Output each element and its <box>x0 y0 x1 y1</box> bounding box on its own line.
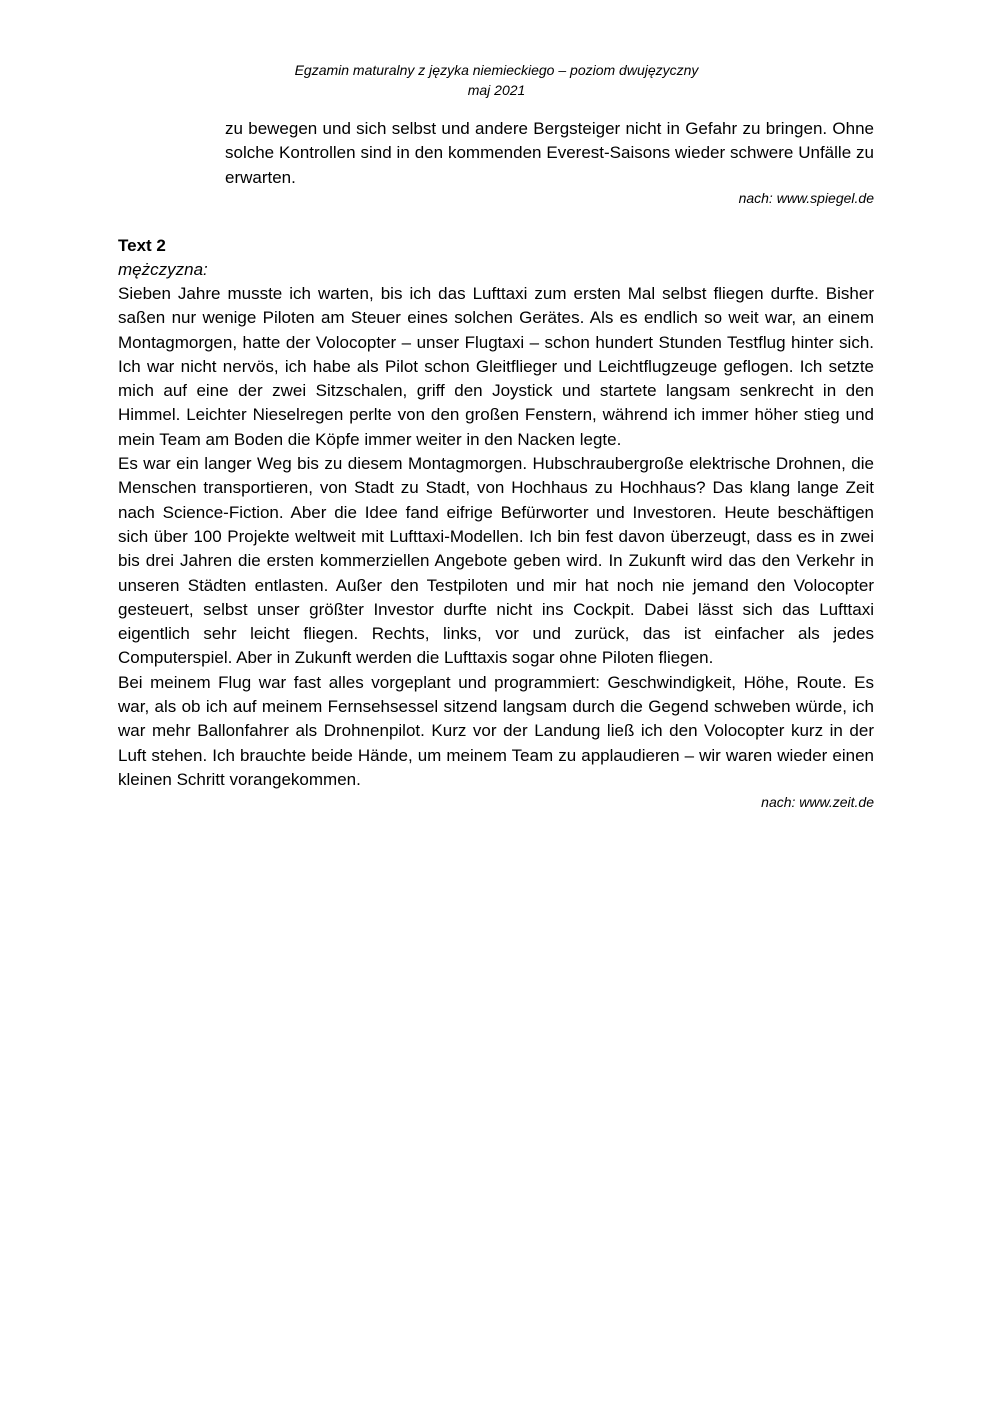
text2-section <box>118 234 874 812</box>
exam-title: Egzamin maturalny z języka niemieckiego – poziom dwujęzyczny <box>294 62 699 78</box>
text2-paragraph: Bei meinem Flug war fast alles vorgeplant und programmiert: Geschwindigkeit, Höhe, Route. Es war, als ob ich auf meinem Fernsehsessel sitzend langsam durch die Gegend schweben würde, ich war mehr Ballonfahrer als Drohnenpilot. Kurz vor der Landung ließ ich den Volocopter kurz in der Luft stehen. Ich brauchte beide Hände, um meinem Team zu applaudieren – wir waren wieder einen kleinen Schritt vorangekommen. <box>118 672 874 789</box>
text1-source: nach: www.spiegel.de <box>738 190 874 206</box>
text1-source-block <box>225 188 874 208</box>
text2-paragraph: Sieben Jahre musste ich warten, bis ich das Lufttaxi zum ersten Mal selbst fliegen durfte. Bisher saßen nur wenige Piloten am Steuer eines solchen Gerätes. Als es endlich so weit war, an einem Montagmorgen, hatte der Volocopter – unser Flugtaxi – schon hundert Stunden Testflug hinter sich. Ich war nicht nervös, ich habe als Pilot schon Gleitflieger und Leichtflugzeuge geflogen. Ich setzte mich auf eine der zwei Sitzschalen, griff den Joystick und startete langsam senkrecht in den Himmel. Leichter Nieselregen perlte von den großen Fenstern, während ich immer höher stieg und mein Team am Boden die Köpfe immer weiter in den Nacken legte. <box>118 284 874 449</box>
text2-source: nach: www.zeit.de <box>761 794 874 811</box>
page-header <box>0 60 993 100</box>
speaker-label: mężczyzna: <box>118 260 208 279</box>
text2-title: Text 2 <box>118 236 166 255</box>
exam-date: maj 2021 <box>467 82 526 98</box>
text2-paragraph: Es war ein langer Weg bis zu diesem Montagmorgen. Hubschraubergroße elektrische Drohnen, die Menschen transportieren, von Stadt zu Stadt, von Hochhaus zu Hochhaus? Das klang lange Zeit nach Science-Fiction. Aber die Idee fand eifrige Befürworter und Investoren. Heute beschäftigen sich über 100 Projekte weltweit mit Lufttaxi-Modellen. Ich bin fest davon überzeugt, dass es in zwei bis drei Jahren die ersten kommerziellen Angebote geben wird. In Zukunft wird das den Verkehr in unseren Städten entlasten. Außer den Testpiloten und mir hat noch nie jemand den Volocopter gesteuert, selbst unser größter Investor durfte nicht ins Cockpit. Dabei lässt sich das Lufttaxi eigentlich sehr leicht fliegen. Rechts, links, vor und zurück, das ist einfacher als jedes Computerspiel. Aber in Zukunft werden die Lufttaxis sogar ohne Piloten fliegen. <box>118 454 874 668</box>
text1-continuation: zu bewegen und sich selbst und andere Bergsteiger nicht in Gefahr zu bringen. Ohne solche Kontrollen sind in den kommenden Everest-Saisons wieder schwere Unfälle zu erwarten. <box>225 119 874 187</box>
